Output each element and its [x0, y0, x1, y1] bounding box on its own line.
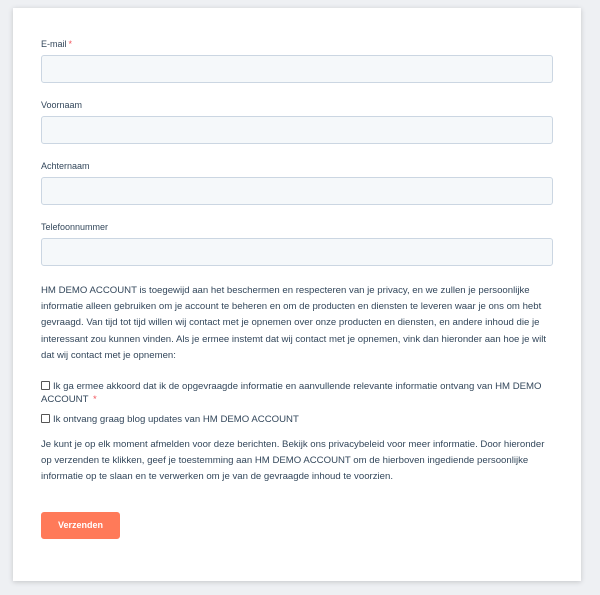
consent-processing-required-mark: * [92, 393, 97, 405]
lastname-label: Achternaam [41, 161, 90, 171]
submit-button[interactable]: Verzenden [41, 512, 120, 539]
email-label-text: E-mail [41, 39, 67, 49]
phone-field-group [41, 221, 553, 266]
email-required-mark: * [68, 39, 73, 49]
email-field-group [41, 38, 553, 83]
lastname-field-group [41, 160, 553, 205]
consent-blog-label[interactable]: Ik ontvang graag blog updates van HM DEMO ACCOUNT [53, 414, 299, 425]
email-label [41, 38, 553, 50]
consent-processing-option[interactable] [41, 381, 557, 406]
firstname-field-group [41, 99, 553, 144]
form-card [13, 8, 581, 581]
consent-processing-label[interactable]: Ik ga ermee akkoord dat ik de opgevraagde informatie en aanvullende relevante informatie ontvang van HM DEMO ACCOUNT [41, 381, 542, 405]
firstname-label: Voornaam [41, 100, 83, 110]
phone-input[interactable] [41, 238, 553, 266]
consent-blog-checkbox[interactable] [41, 414, 50, 423]
unsubscribe-text: Je kunt je op elk moment afmelden voor deze berichten. Bekijk ons privacybeleid voor meer informatie. Door hieronder op verzenden te klikken, geef je toestemming aan HM DEMO ACCOUNT om de hierboven ingediende persoonlijke informatie op te slaan en te verwerken om je van de gevraagde inhoud te voorzien. [41, 439, 545, 483]
firstname-input[interactable] [41, 116, 553, 144]
phone-label: Telefoonnummer [41, 222, 109, 232]
lastname-input[interactable] [41, 177, 553, 205]
email-input[interactable] [41, 55, 553, 83]
consent-blog-option[interactable] [41, 414, 557, 427]
privacy-text: HM DEMO ACCOUNT is toegewijd aan het beschermen en respecteren van je privacy, en we zullen je persoonlijke informatie alleen gebruiken om je account te beheren en om de producten en diensten te leveren waar je ons om hebt gevraagd. Van tijd tot tijd willen wij contact met je opnemen over onze producten en diensten, en andere inhoud die je interessant zou kunnen vinden. Als je ermee instemt dat wij contact met je opnemen, vink dan hieronder aan hoe je wilt dat wij contact met je opnemen: [41, 285, 547, 361]
consent-processing-checkbox[interactable] [41, 381, 50, 390]
